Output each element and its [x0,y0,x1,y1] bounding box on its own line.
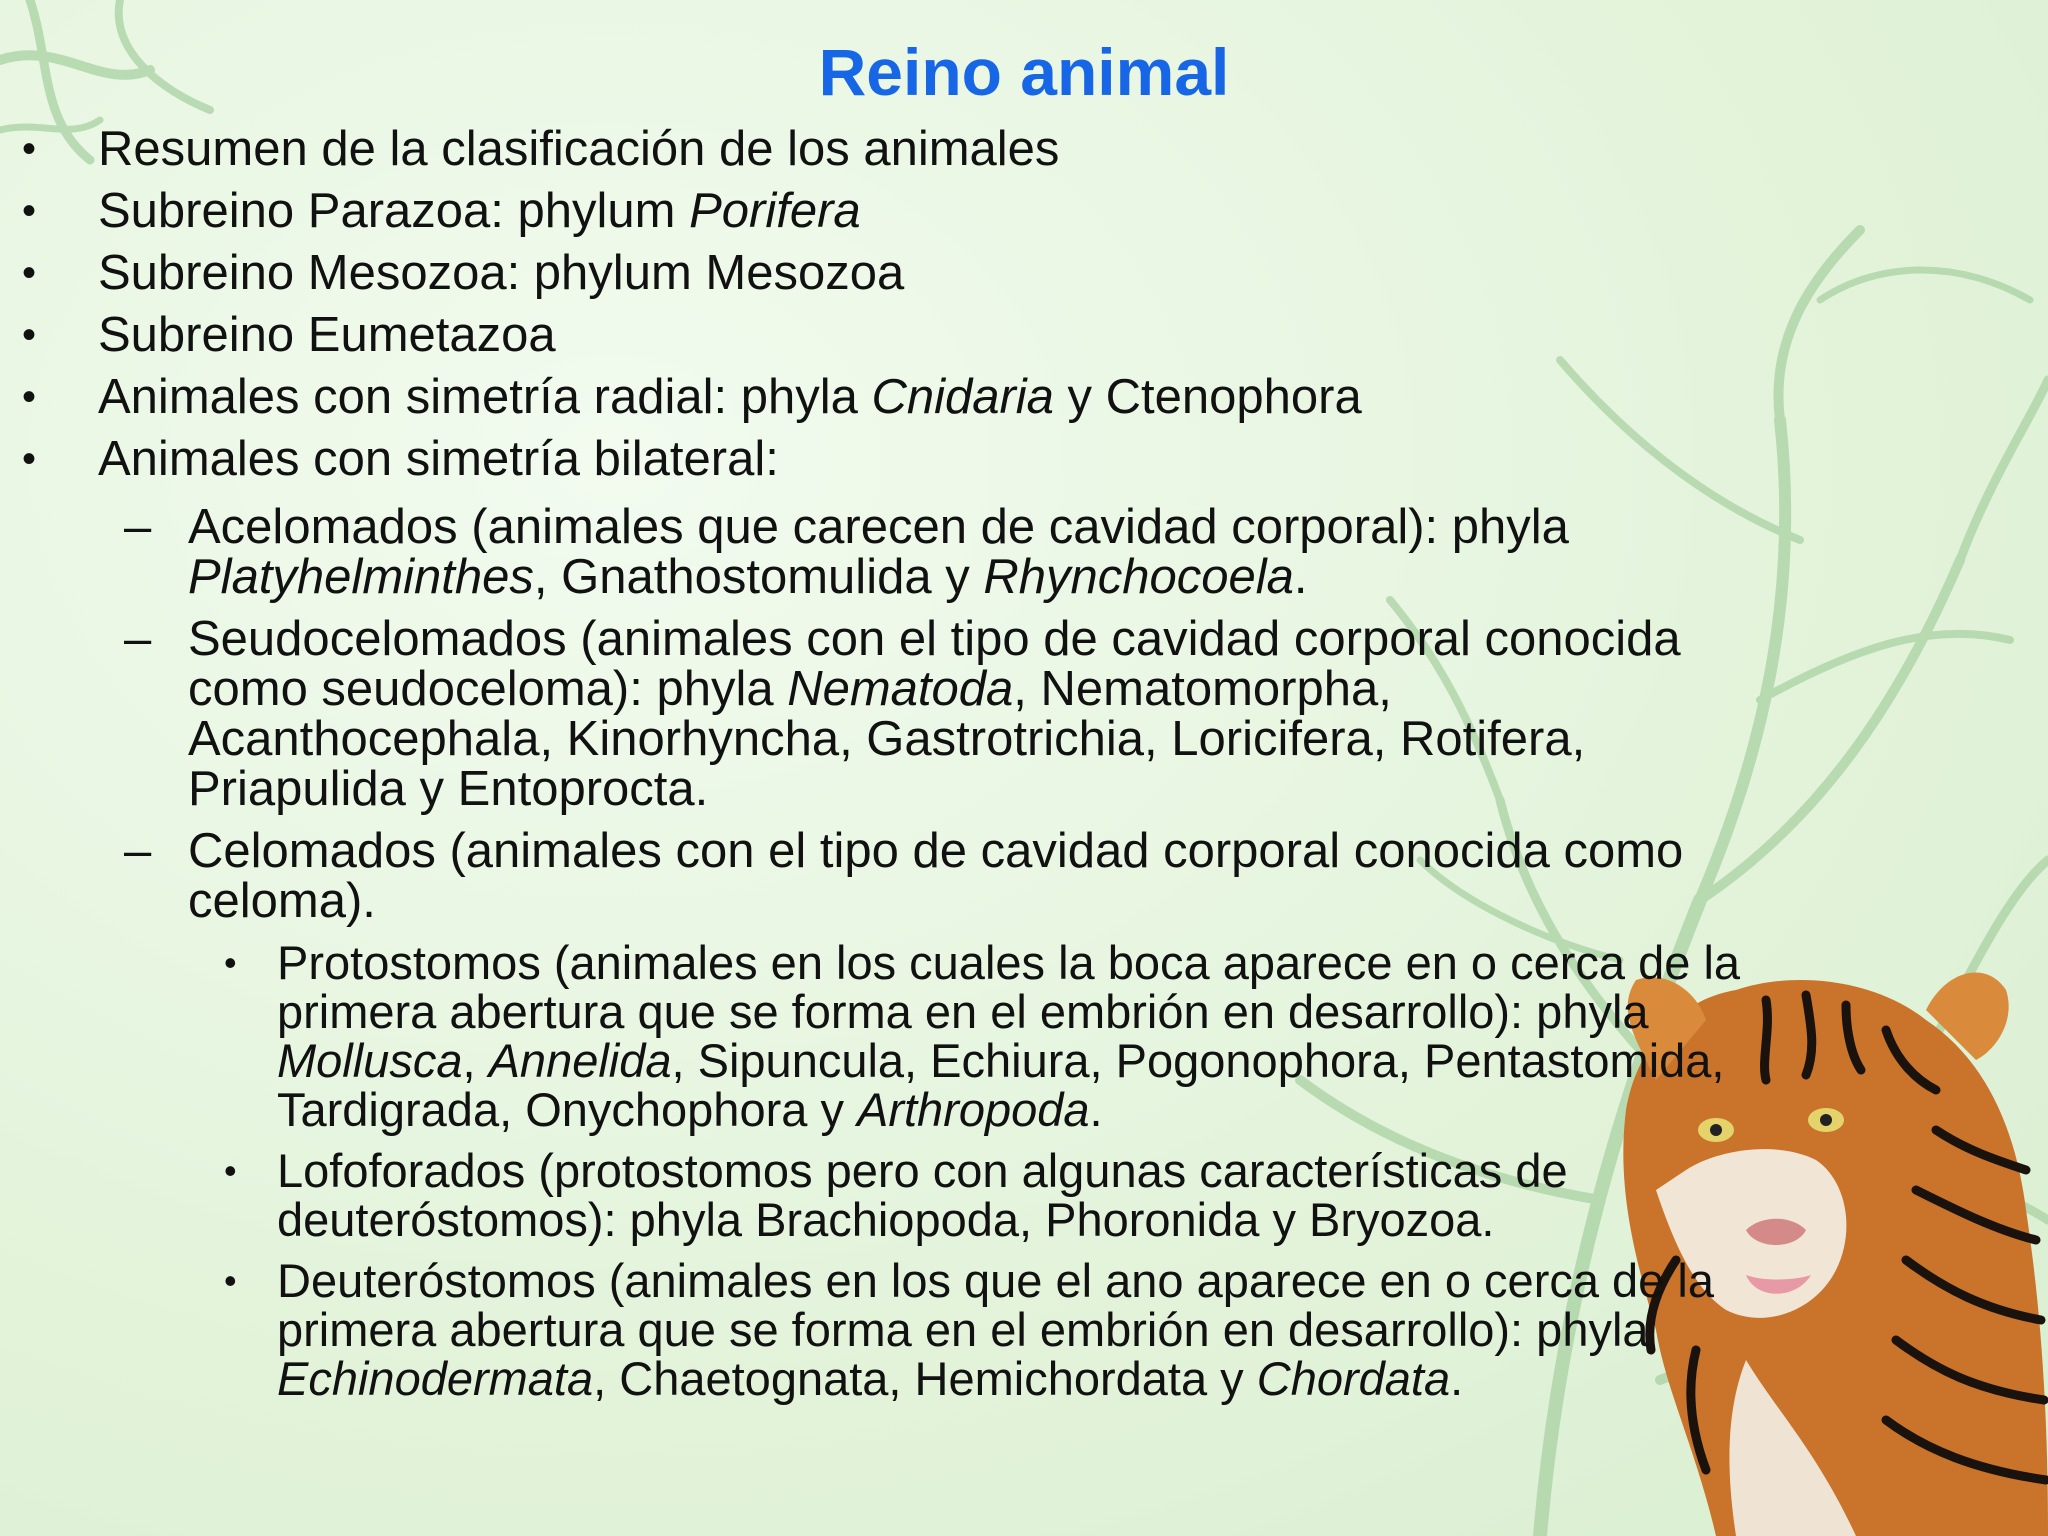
taxon-name: Porifera [689,184,861,238]
item-text: Subreino Eumetazoa [98,308,556,362]
item-text: Subreino Mesozoa: phylum Mesozoa [98,246,905,300]
item-text: Lofoforados (protostomos pero con algunas características de deuteróstomos): phyla Brachiopoda, Phoronida y Bryozoa. [277,1144,1568,1246]
item-text: Protostomos (animales en los cuales la boca aparece en o cerca de la primera abertura que se forma en el embrión en desarrollo): phyla [277,936,1741,1038]
item-text: , Chaetognata, Hemichordata y [593,1352,1257,1405]
slide-content [0,118,1760,1403]
subsublist-item-protostomos [0,938,1760,1134]
item-text: , Gnathostomulida y [533,550,984,604]
slide-title: Reino animal [818,35,1230,109]
bullet-icon: • [22,437,37,481]
bullet-icon: • [22,251,37,295]
bullet-icon: • [22,189,37,233]
item-text: . [1450,1352,1464,1405]
item-text: y Ctenophora [1053,370,1362,424]
bullet-icon: • [22,313,37,357]
item-text: , Sipuncula, Echiura, Pogonophora, Pentastomida, Tardigrada, Onychophora y [277,1034,1725,1136]
list-item-mesozoa [0,242,1760,304]
item-text: . [1089,1083,1103,1136]
list-item-simetria-bilateral [0,428,1760,490]
bullet-icon: • [224,1260,237,1301]
item-text: Deuteróstomos (animales en los que el ano aparece en o cerca de la primera abertura que se forma en el embrión en desarrollo): phyla [277,1254,1714,1356]
dash-icon: – [124,612,152,666]
sublist-item-seudocelomados [0,614,1760,814]
taxon-name: Annelida [488,1034,672,1087]
bullet-icon: • [22,127,37,171]
dash-icon: – [124,824,152,878]
dash-icon: – [124,500,152,554]
list-item-eumetazoa [0,304,1760,366]
item-text: Subreino Parazoa: phylum [98,184,690,238]
item-text: Resumen de la clasificación de los animales [98,122,1060,176]
taxon-name: Nematoda [787,662,1014,716]
taxon-name: Platyhelminthes [188,550,534,604]
bullet-icon: • [224,942,237,983]
item-text: Animales con simetría bilateral: [98,432,779,486]
taxon-name: Chordata [1256,1352,1451,1405]
taxon-name: Arthropoda [857,1083,1090,1136]
item-text: Acelomados (animales que carecen de cavidad corporal): phyla [188,500,1569,554]
taxon-name: Rhynchocoela [983,550,1294,604]
list-item-simetria-radial [0,366,1760,428]
item-text: Animales con simetría radial: phyla [98,370,872,424]
item-text: . [1293,550,1308,604]
item-text: Celomados (animales con el tipo de cavidad corporal conocida como celoma). [188,824,1684,928]
taxon-name: Echinodermata [277,1352,594,1405]
bullet-icon: • [22,375,37,419]
list-item-resumen [0,118,1760,180]
bullet-icon: • [224,1150,237,1191]
taxon-name: Mollusca [277,1034,463,1087]
item-text: , [462,1034,489,1087]
list-item-parazoa [0,180,1760,242]
taxon-name: Cnidaria [871,370,1054,424]
subsublist-item-lofoforados [0,1146,1760,1244]
sublist-item-acelomados [0,502,1760,602]
sublist-item-celomados [0,826,1760,926]
subsublist-item-deuterostomos [0,1256,1760,1403]
item-text: , Nematomorpha, Acanthocephala, Kinorhyncha, Gastrotrichia, Loricifera, Rotifera, Priapulida y Entoprocta. [188,662,1586,816]
item-text: Seudocelomados (animales con el tipo de cavidad corporal conocida como seudoceloma): phyla [188,612,1681,716]
